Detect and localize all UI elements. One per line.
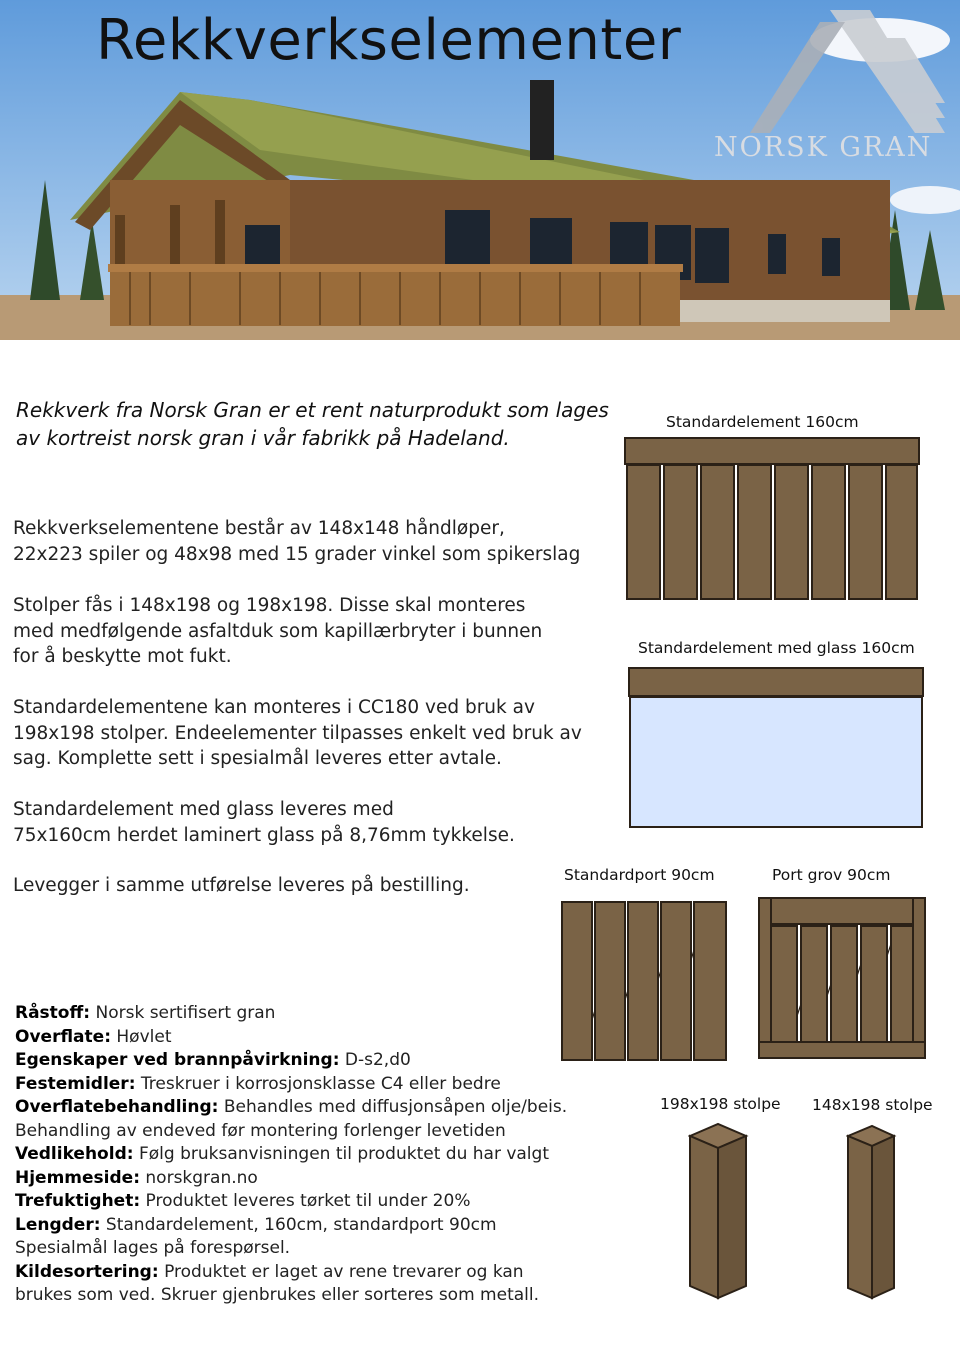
- caption-post-198: 198x198 stolpe: [660, 1095, 781, 1113]
- spec-label: Trefuktighet: [15, 1191, 134, 1211]
- spec-label: Råstoff: [15, 1003, 84, 1023]
- spec-label: Egenskaper ved brannpåvirkning: [15, 1050, 333, 1070]
- caption-standard-element: Standardelement 160cm: [666, 413, 859, 431]
- spec-label: Overflatebehandling: [15, 1097, 212, 1117]
- spec-value: brukes som ved. Skruer gjenbrukes eller sorteres som metall.: [15, 1285, 540, 1305]
- paragraph-materials: Rekkverkselementene består av 148x148 håndløper, 22x223 spiler og 48x98 med 15 grader vinkel som spikerslag: [13, 518, 581, 565]
- brand-name: NORSK GRAN: [714, 132, 933, 163]
- spec-line: Råstoff: Norsk sertifisert gran: [15, 1003, 276, 1023]
- spec-list: [15, 1002, 635, 1308]
- standard-element-drawing: [624, 437, 922, 605]
- spec-line: [15, 1284, 635, 1308]
- page-title: Rekkverkselementer: [96, 8, 682, 73]
- spec-value: Følg bruksanvisningen til produktet du har valgt: [133, 1144, 549, 1164]
- spec-line: Festemidler: Treskruer i korrosjonsklasse C4 eller bedre: [15, 1073, 501, 1094]
- spec-line: Kildesortering: Produktet er laget av rene trevarer og kan: [15, 1261, 524, 1282]
- spec-label: Overflate: [15, 1026, 105, 1047]
- spec-line: [15, 1120, 635, 1144]
- spec-label: Hjemmeside: [15, 1167, 134, 1188]
- norsk-gran-logo: [710, 8, 955, 168]
- post-148-drawing: [846, 1124, 898, 1302]
- spec-value: D-s2,d0: [339, 1050, 411, 1070]
- spec-line: Overflate: Høvlet: [15, 1026, 172, 1047]
- spec-value: Produktet leveres tørket til under 20%: [140, 1191, 471, 1211]
- spec-label: Kildesortering: [15, 1261, 152, 1282]
- caption-standard-gate: Standardport 90cm: [564, 866, 715, 884]
- post-198-drawing: [688, 1122, 750, 1302]
- spec-value: Produktet er laget av rene trevarer og kan: [158, 1261, 524, 1282]
- glass-element-drawing: [628, 667, 926, 831]
- paragraph-screens: Levegger i samme utførelse leveres på bestilling.: [13, 875, 470, 896]
- spec-label: Lengder: [15, 1214, 94, 1235]
- spec-label: Festemidler: [15, 1073, 129, 1094]
- spec-value: Spesialmål lages på forespørsel.: [15, 1238, 291, 1258]
- caption-glass-element: Standardelement med glass 160cm: [638, 639, 915, 657]
- spec-line: Lengder: Standardelement, 160cm, standardport 90cm: [15, 1214, 497, 1235]
- spec-line: [15, 1237, 635, 1261]
- spec-value: Behandling av endeved før montering forlenger levetiden: [15, 1120, 506, 1141]
- spec-value: Behandles med diffusjonsåpen olje/beis.: [218, 1097, 568, 1117]
- spec-value: norskgran.no: [140, 1167, 258, 1188]
- spec-line: Hjemmeside: norskgran.no: [15, 1167, 258, 1188]
- paragraph-glass: Standardelement med glass leveres med 75x160cm herdet laminert glass på 8,76mm tykkelse.: [13, 799, 515, 846]
- caption-post-148: 148x198 stolpe: [812, 1096, 933, 1114]
- spec-line: Egenskaper ved brannpåvirkning: D-s2,d0: [15, 1050, 411, 1070]
- spec-value: Norsk sertifisert gran: [90, 1003, 276, 1023]
- paragraph-posts: Stolper fås i 148x198 og 198x198. Disse skal monteres med medfølgende asfaltduk som kapillærbryter i bunnen for å beskytte mot fukt.: [13, 595, 543, 667]
- intro-text: Rekkverk fra Norsk Gran er et rent naturprodukt som lages av kortreist norsk gran i vår fabrikk på Hadeland.: [16, 398, 609, 450]
- spec-label: Vedlikehold: [15, 1144, 127, 1164]
- spec-value: Treskruer i korrosjonsklasse C4 eller bedre: [135, 1073, 501, 1094]
- caption-coarse-gate: Port grov 90cm: [772, 866, 891, 884]
- spec-value: Høvlet: [111, 1026, 172, 1047]
- spec-line: Vedlikehold: Følg bruksanvisningen til produktet du har valgt: [15, 1144, 549, 1164]
- paragraph-mounting: Standardelementene kan monteres i CC180 ved bruk av 198x198 stolper. Endeelementer tilpasses enkelt ved bruk av sag. Komplette sett i spesialmål leveres etter avtale.: [13, 697, 582, 769]
- spec-line: Overflatebehandling: Behandles med diffusjonsåpen olje/beis.: [15, 1097, 568, 1117]
- spec-value: Standardelement, 160cm, standardport 90cm: [100, 1214, 497, 1235]
- coarse-gate-drawing: [757, 896, 929, 1061]
- spec-line: Trefuktighet: Produktet leveres tørket til under 20%: [15, 1191, 471, 1211]
